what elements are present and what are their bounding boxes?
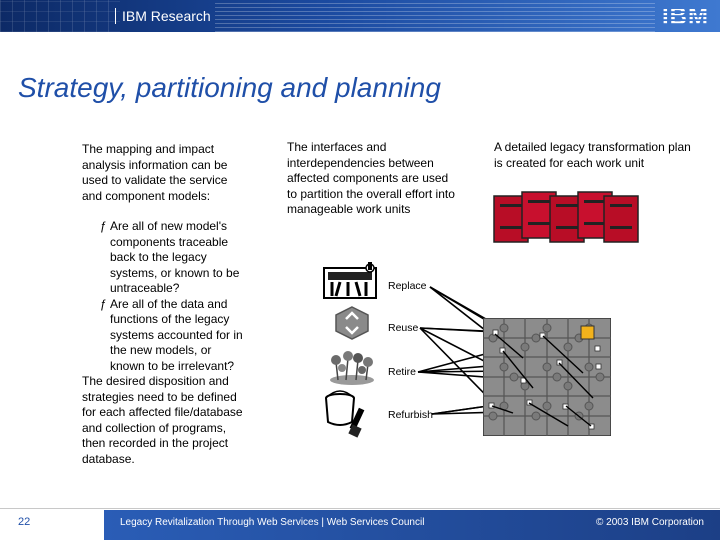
action-label-replace: Replace [388, 280, 427, 292]
bullet-icon: ƒ [100, 296, 107, 311]
action-label-reuse: Reuse [388, 322, 419, 334]
action-label-refurbish: Refurbish [388, 409, 433, 421]
bullet-text: Are all of the data and functions of the legacy systems accounted for in the new models, or known to be irrelevant? [110, 296, 243, 373]
action-label-retire: Retire [388, 366, 417, 378]
ibm-logo-text: IBM [662, 5, 709, 27]
bullet-icon: ƒ [100, 219, 107, 233]
footer-text: Legacy Revitalization Through Web Services | Web Services Council [120, 517, 425, 528]
footer-divider [0, 508, 720, 509]
middle-column-text: The interfaces and interdependencies between affected components are used to partition the overall effort into manageable work units [287, 140, 455, 216]
paint-bucket-icon [322, 390, 372, 445]
puzzle-grid [483, 318, 611, 436]
header-title: IBM Research [115, 8, 211, 24]
toolbox-icon [322, 262, 382, 307]
copyright: © 2003 IBM Corporation [596, 517, 704, 528]
recycle-icon [332, 305, 372, 346]
left-closing: The desired disposition and strategies need to be defined for each affected file/database and collection of programs, then recorded in the project database. [82, 374, 243, 466]
flowers-icon [326, 348, 378, 391]
page-title: Strategy, partitioning and planning [18, 72, 441, 103]
bullet-text: Are all of new model's components traceable back to the legacy systems, or known to be untraceable? [110, 219, 240, 295]
left-intro: The mapping and impact analysis information can be used to validate the service and component models: [82, 142, 228, 203]
page-number: 22 [18, 516, 31, 528]
right-column-text: A detailed legacy transformation plan is created for each work unit [494, 140, 691, 170]
